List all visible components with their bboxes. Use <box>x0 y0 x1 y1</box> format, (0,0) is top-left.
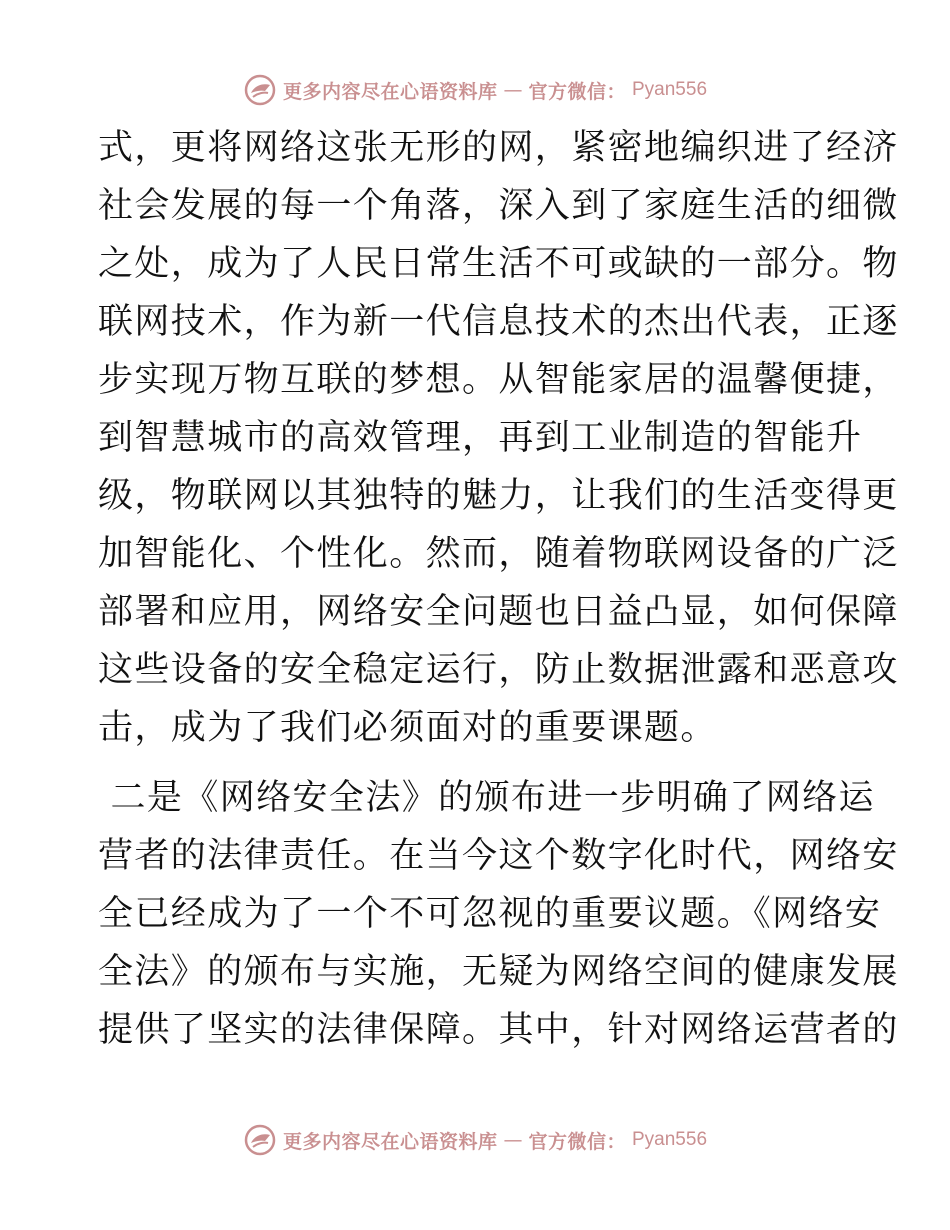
watermark-text: 更多内容尽在心语资料库 <box>282 1130 498 1153</box>
text-line: 级，物联网以其独特的魅力，让我们的生活变得更 <box>98 476 899 516</box>
watermark-wechat-label: 官方微信： <box>528 1130 626 1153</box>
text-line: 提供了坚实的法律保障。其中，针对网络运营者的 <box>98 1010 899 1050</box>
text-line: 部署和应用，网络安全问题也日益凸显，如何保障 <box>98 592 899 632</box>
text-line: 全已经成为了一个不可忽视的重要议题。《网络安 <box>98 894 882 934</box>
text-line: 式，更将网络这张无形的网，紧密地编织进了经济 <box>98 128 899 168</box>
text-line: 营者的法律责任。在当今这个数字化时代，网络安 <box>98 836 899 876</box>
text-line: 这些设备的安全稳定运行，防止数据泄露和恶意攻 <box>98 650 899 690</box>
book-logo-icon <box>243 1123 277 1157</box>
watermark-separator: — <box>503 1129 523 1151</box>
text-line: 二是《网络安全法》的颁布进一步明确了网络运 <box>98 778 875 818</box>
text-line: 击，成为了我们必须面对的重要课题。 <box>98 708 717 748</box>
watermark-account: Pyan556 <box>632 79 708 100</box>
book-logo-icon <box>243 73 277 107</box>
watermark-text: 更多内容尽在心语资料库 <box>282 80 498 103</box>
watermark-wechat-label: 官方微信： <box>528 80 626 103</box>
text-line: 加智能化、个性化。然而，随着物联网设备的广泛 <box>98 534 899 574</box>
watermark-separator: — <box>503 79 523 101</box>
footer-watermark <box>0 1120 950 1160</box>
header-watermark <box>0 70 950 110</box>
text-line: 全法》的颁布与实施，无疑为网络空间的健康发展 <box>98 952 899 992</box>
text-line: 到智慧城市的高效管理，再到工业制造的智能升 <box>98 418 863 458</box>
text-line: 社会发展的每一个角落，深入到了家庭生活的细微 <box>98 186 899 226</box>
text-line: 联网技术，作为新一代信息技术的杰出代表，正逐 <box>98 302 899 342</box>
text-line: 步实现万物互联的梦想。从智能家居的温馨便捷， <box>98 360 899 400</box>
watermark-account: Pyan556 <box>632 1129 708 1150</box>
text-line: 之处，成为了人民日常生活不可或缺的一部分。物 <box>98 244 899 284</box>
